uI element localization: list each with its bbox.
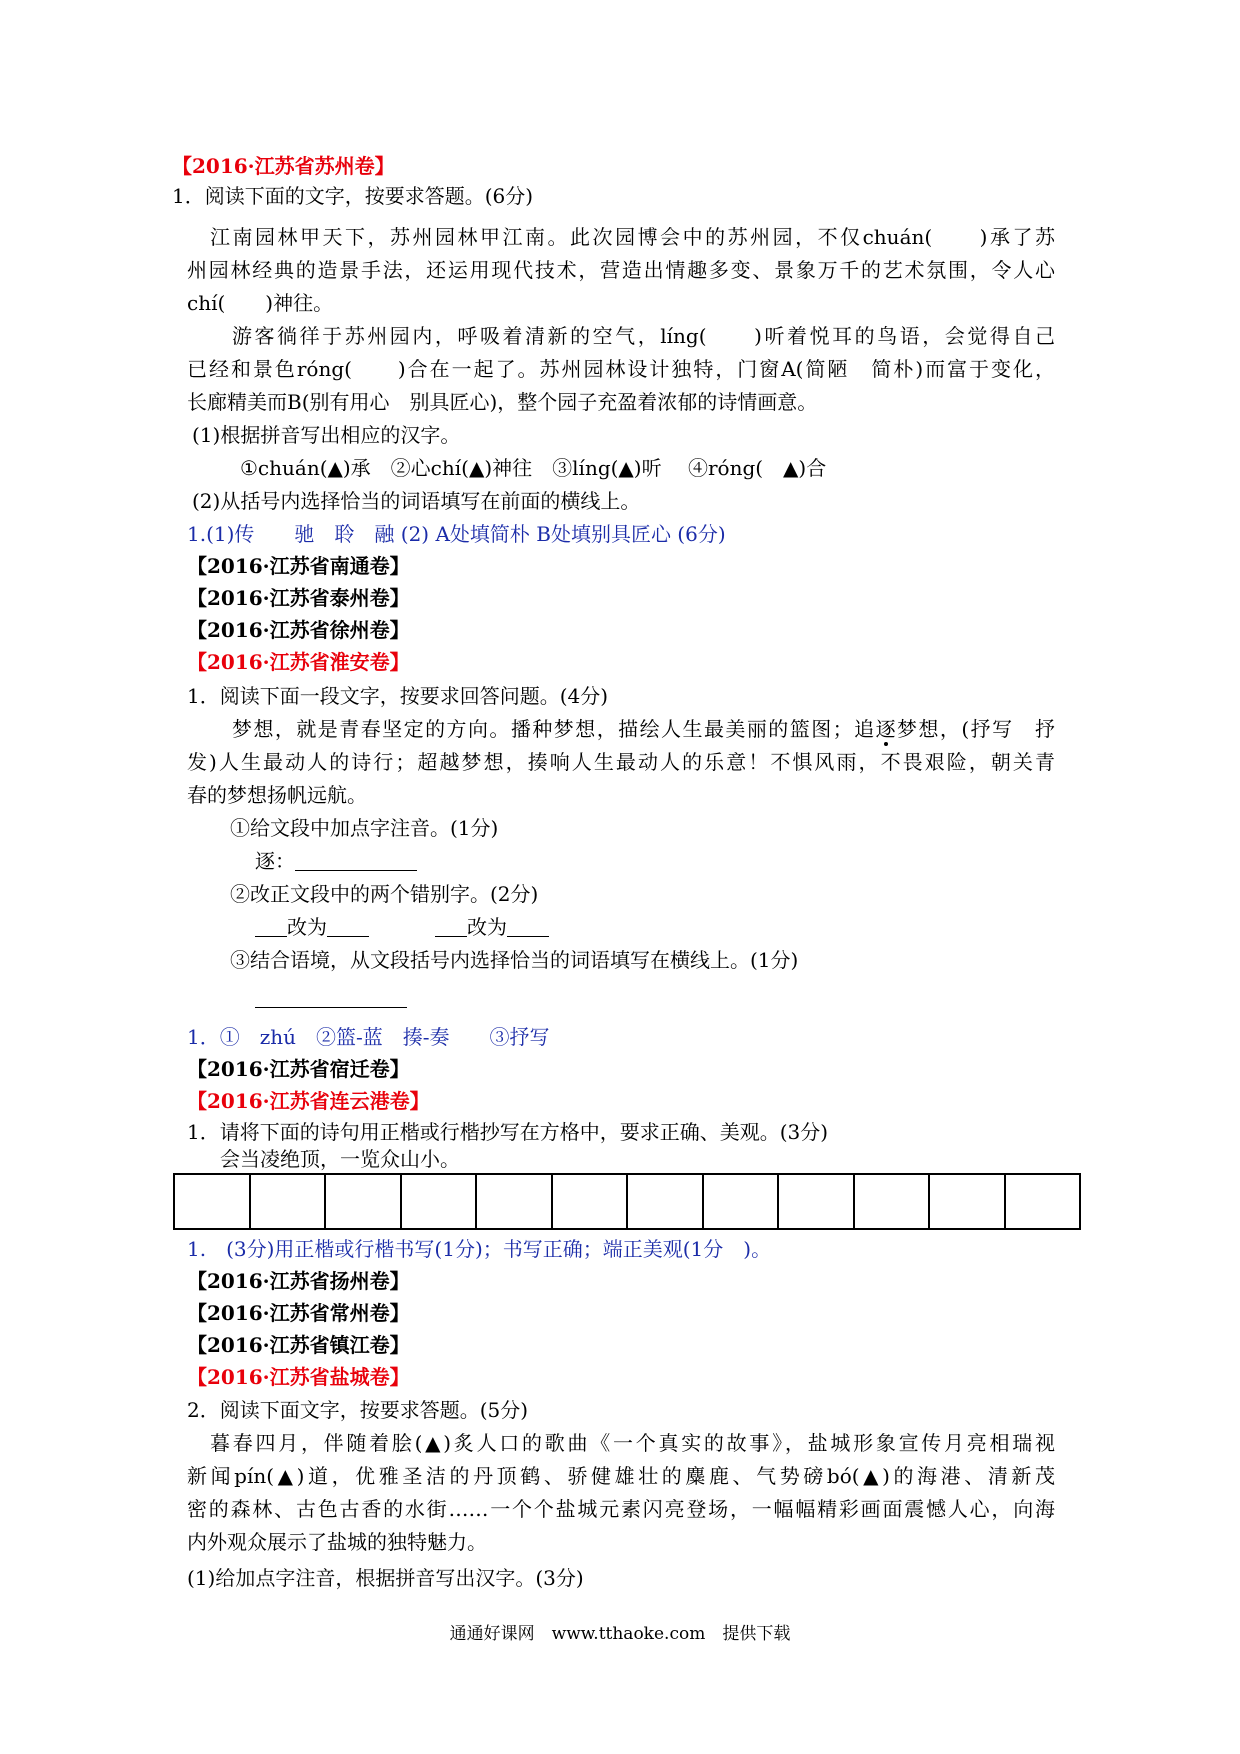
grid-cell[interactable] bbox=[1005, 1174, 1081, 1229]
section-header-yancheng: 【2016·江苏省盐城卷】 bbox=[187, 1365, 410, 1389]
poem-line: 会当凌绝顶，一览众山小。 bbox=[220, 1147, 460, 1171]
dotted-char: 逐 bbox=[875, 717, 898, 741]
grid-cell[interactable] bbox=[325, 1174, 401, 1229]
passage-line: 长廊精美而B(别有用心 别具匠心)，整个园子充盈着浓郁的诗情画意。 bbox=[187, 390, 818, 414]
answer-blank[interactable] bbox=[295, 848, 417, 871]
question-title: 1．阅读下面的文字，按要求答题。(6分) bbox=[172, 184, 534, 208]
sub-question: (1)给加点字注音，根据拼音写出汉字。(3分) bbox=[187, 1566, 584, 1590]
passage-line: chí( )神往。 bbox=[187, 291, 334, 315]
sub-question: ①给文段中加点字注音。(1分) bbox=[230, 816, 499, 840]
answer-text: 1. (3分)用正楷或行楷书写(1分)；书写正确；端正美观(1分 )。 bbox=[187, 1237, 772, 1261]
answer-blank[interactable] bbox=[507, 914, 549, 937]
correction-row: 改为 改为 bbox=[255, 912, 549, 942]
answer-text: 1．① zhú ②篮-蓝 揍-奏 ③抒写 bbox=[187, 1025, 550, 1049]
section-header-zhenjiang: 【2016·江苏省镇江卷】 bbox=[187, 1333, 410, 1357]
answer-blank[interactable] bbox=[255, 1007, 407, 1008]
passage-line: 发)人生最动人的诗行；超越梦想，揍响人生最动人的乐意！不惧风雨，不畏艰险，朝关青 bbox=[187, 750, 1055, 774]
grid-cell[interactable] bbox=[401, 1174, 477, 1229]
grid-cell[interactable] bbox=[174, 1174, 250, 1229]
section-header-yangzhou: 【2016·江苏省扬州卷】 bbox=[187, 1269, 410, 1293]
passage-line: 江南园林甲天下，苏州园林甲江南。此次园博会中的苏州园，不仅chuán( )承了苏 bbox=[210, 225, 1055, 249]
passage-line: 暮春四月，伴随着脍(▲)炙人口的歌曲《一个真实的故事》，盐城形象宣传月亮相瑞视 bbox=[210, 1431, 1055, 1455]
passage-line: 内外观众展示了盐城的独特魅力。 bbox=[187, 1530, 487, 1554]
question-title: 1．请将下面的诗句用正楷或行楷抄写在方格中，要求正确、美观。(3分) bbox=[187, 1120, 829, 1144]
section-header-suzhou: 【2016·江苏省苏州卷】 bbox=[172, 154, 395, 178]
question-title: 2．阅读下面文字，按要求答题。(5分) bbox=[187, 1398, 529, 1422]
sub-question: ②改正文段中的两个错别字。(2分) bbox=[230, 882, 539, 906]
grid-cell[interactable] bbox=[627, 1174, 703, 1229]
sub-question: (1)根据拼音写出相应的汉字。 bbox=[192, 423, 461, 447]
section-header-huaian: 【2016·江苏省淮安卷】 bbox=[187, 650, 410, 674]
section-header-changzhou: 【2016·江苏省常州卷】 bbox=[187, 1301, 410, 1325]
writing-grid bbox=[173, 1173, 1081, 1230]
grid-cell[interactable] bbox=[250, 1174, 326, 1229]
section-header-xuzhou: 【2016·江苏省徐州卷】 bbox=[187, 618, 410, 642]
section-header-nantong: 【2016·江苏省南通卷】 bbox=[187, 554, 410, 578]
passage-line: 春的梦想扬帆远航。 bbox=[187, 783, 367, 807]
section-header-suqian: 【2016·江苏省宿迁卷】 bbox=[187, 1057, 410, 1081]
page-footer: 通通好课网 www.tthaoke.com 提供下载 bbox=[449, 1624, 791, 1644]
passage-line: 州园林经典的造景手法，还运用现代技术，营造出情趣多变、景象万千的艺术氛围，令人心 bbox=[187, 258, 1055, 282]
grid-cell[interactable] bbox=[476, 1174, 552, 1229]
grid-cell[interactable] bbox=[778, 1174, 854, 1229]
grid-cell[interactable] bbox=[929, 1174, 1005, 1229]
answer-blank[interactable] bbox=[435, 914, 467, 937]
passage-line: 密的森林、古色古香的水街……一个个盐城元素闪亮登场，一幅幅精彩画面震憾人心，向海 bbox=[187, 1497, 1055, 1521]
sub-question: ③结合语境，从文段括号内选择恰当的词语填写在横线上。(1分) bbox=[230, 948, 799, 972]
sub-question-items: ①chuán(▲)承 ②心chí(▲)神往 ③líng(▲)听 ④róng( ▲)合 bbox=[240, 456, 827, 480]
phonetic-blank-row: 逐： bbox=[255, 846, 417, 876]
answer-blank[interactable] bbox=[327, 914, 369, 937]
passage-line: 梦想，就是青春坚定的方向。播种梦想，描绘人生最美丽的篮图；追逐梦想，(抒写 抒 bbox=[232, 717, 1056, 741]
passage-line: 游客徜徉于苏州园内，呼吸着清新的空气，líng( )听着悦耳的鸟语，会觉得自己 bbox=[232, 324, 1055, 348]
passage-line: 新闻pín(▲)道，优雅圣洁的丹顶鹤、骄健雄壮的麋鹿、气势磅bó(▲)的海港、清新茂 bbox=[187, 1464, 1055, 1488]
passage-line: 已经和景色róng( )合在一起了。苏州园林设计独特，门窗A(简陋 简朴)而富于变化， bbox=[187, 357, 1055, 381]
section-header-lianyungang: 【2016·江苏省连云港卷】 bbox=[187, 1089, 430, 1113]
grid-cell[interactable] bbox=[854, 1174, 930, 1229]
sub-question: (2)从括号内选择恰当的词语填写在前面的横线上。 bbox=[192, 489, 641, 513]
question-title: 1．阅读下面一段文字，按要求回答问题。(4分) bbox=[187, 684, 609, 708]
grid-cell[interactable] bbox=[552, 1174, 628, 1229]
grid-cell[interactable] bbox=[703, 1174, 779, 1229]
section-header-taizhou: 【2016·江苏省泰州卷】 bbox=[187, 586, 410, 610]
answer-text: 1.(1)传 驰 聆 融 (2) A处填简朴 B处填别具匠心 (6分) bbox=[187, 522, 726, 546]
answer-blank[interactable] bbox=[255, 914, 287, 937]
